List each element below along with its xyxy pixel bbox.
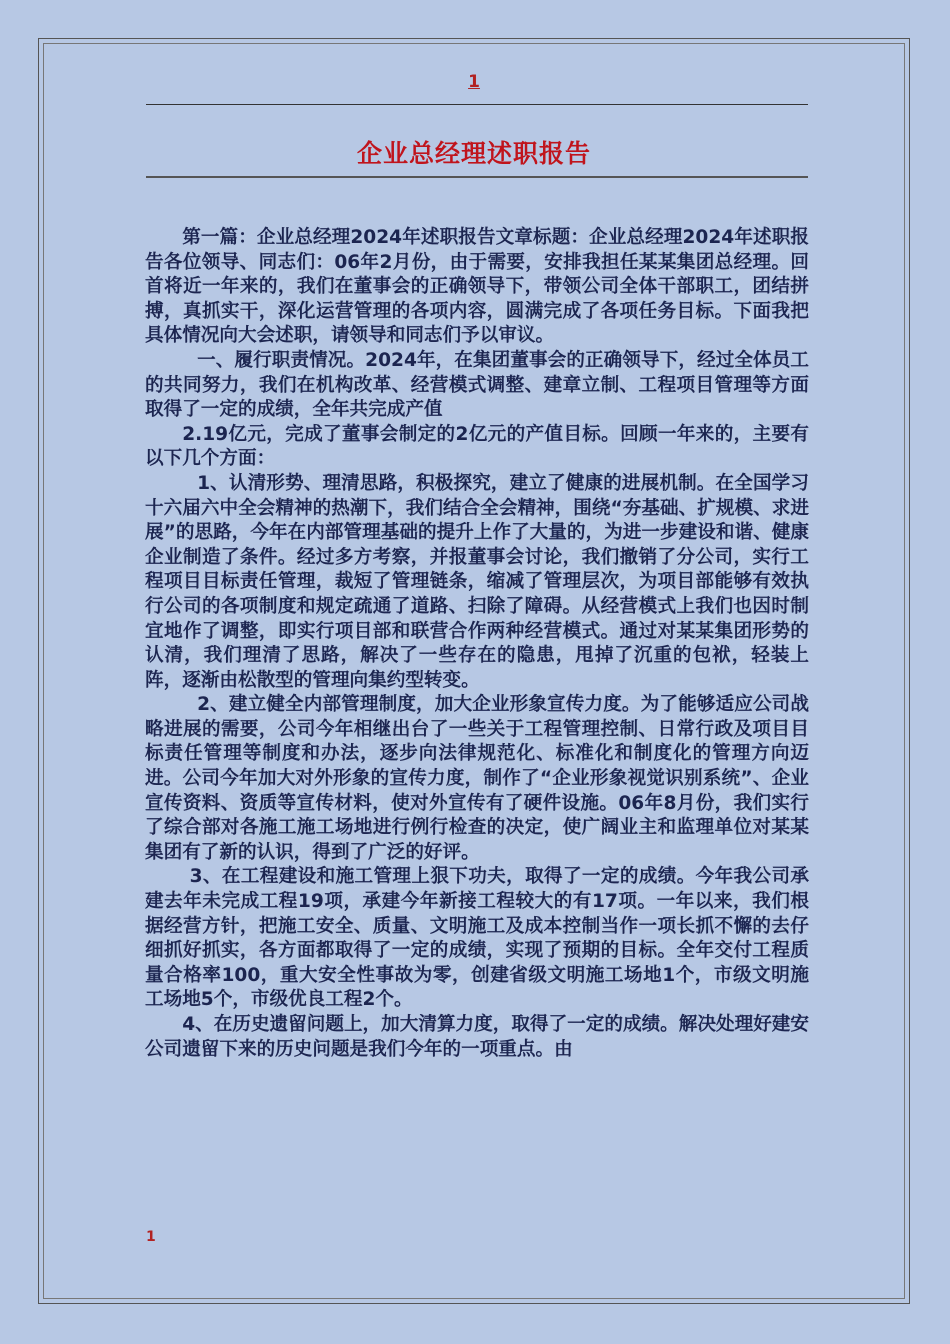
title-divider [146, 176, 808, 178]
paragraph: 1、认清形势、理清思路，积极探究，建立了健康的进展机制。在全国学习十六届六中全会精神的热潮下，我们结合全会精神，围绕“夯基础、扩规模、求进展”的思路，今年在内部管理基础的提升上作了大量的，为进一步建设和谐、健康企业制造了条件。经过多方考察，并报董事会讨论，我们撤销了分公司，实行工程项目目标责任管理，裁短了管理链条，缩减了管理层次，为项目部能够有效执行公司的各项制度和规定疏通了道路、扫除了障碍。从经营模式上我们也因时制宜地作了调整，即实行项目部和联营合作两种经营模式。通过对某某集团形势的认清，我们理清了思路，解决了一些存在的隐患，甩掉了沉重的包袱，轻装上阵，逐渐由松散型的管理向集约型转变。 [145, 472, 809, 691]
paragraph: 2.19亿元，完成了董事会制定的2亿元的产值目标。回顾一年来的，主要有以下几个方面： [145, 423, 809, 470]
paragraph: 一、履行职责情况。2024年，在集团董事会的正确领导下，经过全体员工的共同努力，我们在机构改革、经营模式调整、建章立制、工程项目管理等方面取得了一定的成绩，全年共完成产值 [145, 349, 809, 421]
document-page [38, 38, 910, 1304]
header-page-number: 1 [468, 72, 480, 92]
page-inner-border [43, 43, 905, 1299]
paragraph: 第一篇：企业总经理2024年述职报告文章标题：企业总经理2024年述职报告各位领导、同志们：06年2月份，由于需要，安排我担任某某集团总经理。回首将近一年来的，我们在董事会的正确领导下，带领公司全体干部职工，团结拼搏，真抓实干，深化运营管理的各项内容，圆满完成了各项任务目标。下面我把具体情况向大会述职，请领导和同志们予以审议。 [145, 227, 809, 347]
paragraph: 4、在历史遗留问题上，加大清算力度，取得了一定的成绩。解决处理好建安公司遗留下来的历史问题是我们今年的一项重点。由 [145, 1014, 809, 1060]
document-body [145, 226, 809, 1062]
paragraph: 3、在工程建设和施工管理上狠下功夫，取得了一定的成绩。今年我公司承建去年未完成工程19项，承建今年新接工程较大的有17项。一年以来，我们根据经营方针，把施工安全、质量、文明施工及成本控制当作一项长抓不懈的去仔细抓好抓实，各方面都取得了一定的成绩，实现了预期的目标。全年交付工程质量合格率100，重大安全性事故为零，创建省级文明施工场地1个，市级文明施工场地5个，市级优良工程2个。 [145, 866, 809, 1011]
paragraph: 2、建立健全内部管理制度，加大企业形象宣传力度。为了能够适应公司战略进展的需要，公司今年相继出台了一些关于工程管理控制、日常行政及项目目标责任管理等制度和办法，逐步向法律规范化、标准化和制度化的管理方向迈进。公司今年加大对外形象的宣传力度，制作了“企业形象视觉识别系统”、企业宣传资料、资质等宣传材料，使对外宣传有了硬件设施。06年8月份，我们实行了综合部对各施工施工场地进行例行检查的决定，使广阔业主和监理单位对某某集团有了新的认识，得到了广泛的好评。 [145, 694, 809, 863]
document-title: 企业总经理述职报告 [356, 139, 591, 168]
header-divider [146, 104, 808, 105]
footer-page-number: 1 [146, 1229, 156, 1245]
